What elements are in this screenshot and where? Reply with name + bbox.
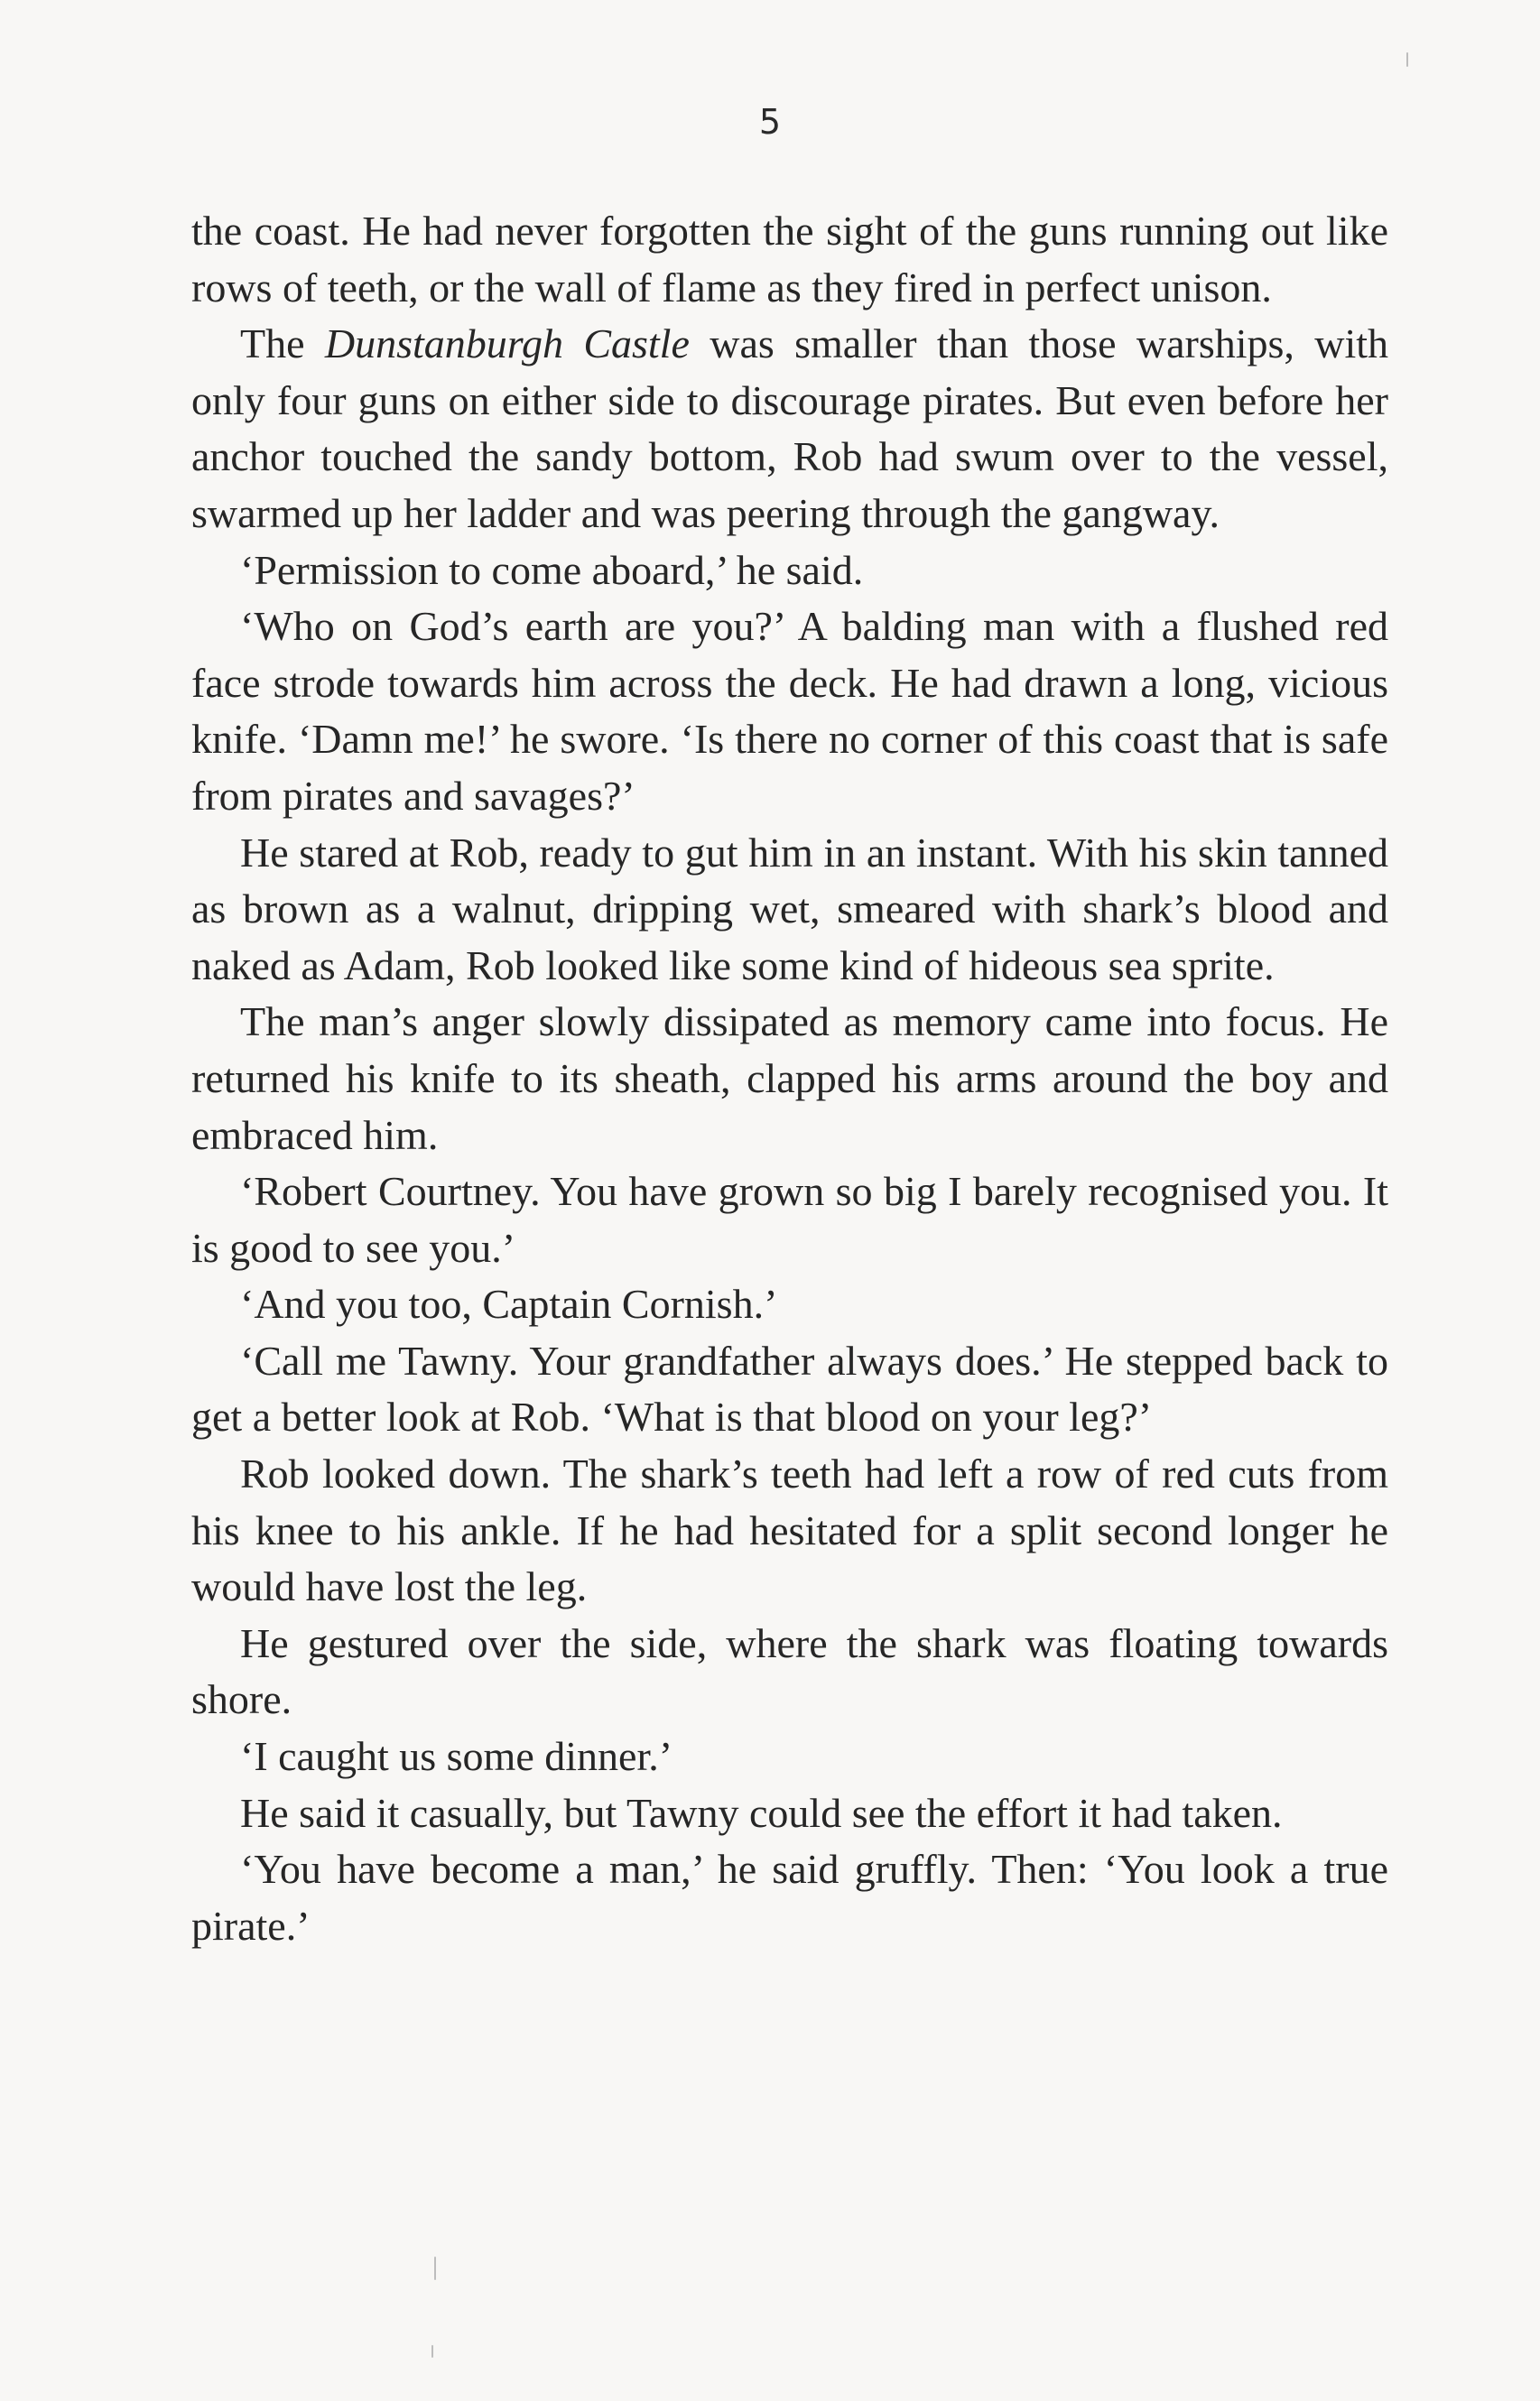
- paragraph-4: ‘Who on God’s earth are you?’ A balding man with a flushed red face strode towards him across the deck. He had drawn a long, vicious knife. ‘Damn me!’ he swore. ‘Is there no corner of this coast that is safe from pirates and savages?’: [191, 603, 1388, 819]
- paragraph-12: ‘I caught us some dinner.’: [240, 1733, 673, 1780]
- paragraph-7: ‘Robert Courtney. You have grown so big I barely recognised you. It is good to see you.’: [191, 1168, 1388, 1271]
- body-text: [191, 203, 1388, 1954]
- paragraph-11: He gestured over the side, where the shark was floating towards shore.: [191, 1619, 1388, 1723]
- paragraph-13: He said it casually, but Tawny could see the effort it had taken.: [240, 1789, 1283, 1836]
- paragraph-3: ‘Permission to come aboard,’ he said.: [240, 546, 864, 593]
- paragraph-10: Rob looked down. The shark’s teeth had left a row of red cuts from his knee to his ankle. If he had hesitated for a split second longer he would have lost the leg.: [191, 1451, 1388, 1610]
- paragraph-2: [191, 316, 1388, 542]
- paragraph-8: ‘And you too, Captain Cornish.’: [240, 1281, 778, 1328]
- scan-mark: [431, 2345, 433, 2358]
- page-number: 5: [758, 102, 782, 142]
- paragraph-14: ‘You have become a man,’ he said gruffly. Then: ‘You look a true pirate.’: [191, 1846, 1388, 1949]
- paragraph-1: the coast. He had never forgotten the sight of the guns running out like rows of teeth, or the wall of flame as they fired in perfect unison.: [191, 208, 1388, 311]
- paragraph-5: He stared at Rob, ready to gut him in an instant. With his skin tanned as brown as a walnut, dripping wet, smeared with shark’s blood and naked as Adam, Rob looked like some kind of hideous sea sprite.: [191, 829, 1388, 988]
- paragraph-6: The man’s anger slowly dissipated as memory came into focus. He returned his knife to its sheath, clapped his arms around the boy and embraced him.: [191, 998, 1388, 1158]
- paragraph-9: ‘Call me Tawny. Your grandfather always does.’ He stepped back to get a better look at Rob. ‘What is that blood on your leg?’: [191, 1337, 1388, 1441]
- paragraph-2-start: The: [240, 320, 325, 367]
- ship-name: Dunstanburgh Castle: [324, 320, 690, 367]
- paragraph-2-rest: was smaller than those warships, with only four guns on either side to discourage pirates. But even before her anchor touched the sandy bottom, Rob had swum over to the vessel, swarmed up her ladder and was peering through the gangway.: [191, 320, 1389, 536]
- scan-mark: [434, 2257, 436, 2280]
- scan-mark: [1406, 52, 1408, 67]
